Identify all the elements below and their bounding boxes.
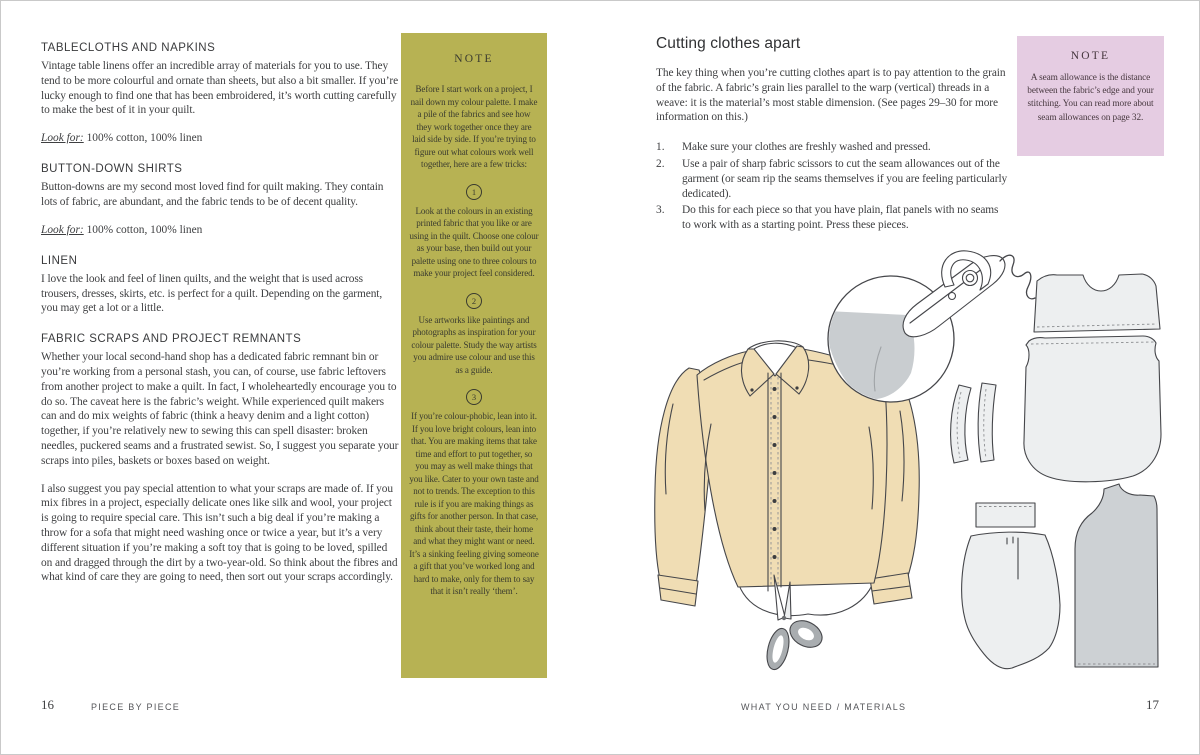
- look-for-label: Look for:: [41, 223, 84, 236]
- step-item: [656, 203, 1008, 233]
- look-for-value: 100% cotton, 100% linen: [86, 132, 203, 145]
- left-page-number: 16: [41, 697, 54, 712]
- step-number: 3.: [656, 204, 665, 217]
- sleeve-panel: [962, 532, 1060, 669]
- right-running-head: WHAT YOU NEED / MATERIALS: [741, 702, 907, 712]
- section-paragraph: Whether your local second-hand shop has a dedicated fabric remnant bin or you’re working from a personal stash, you can, of course, use fabric leftovers from another project to make a quilt. In fact, I wholeheartedly encourage you to do so. The caveat here is the fabric’s weight. While experienced quilt makers can and do mix weights of fabric (think a heavy denim and a light cotton) together, if you’re relatively new to sewing this can spell disaster: broken needles, puckered seams and a frustrated sewist. So, I suggest you separate your scraps into piles, baskets or boxes based on weight.: [41, 351, 399, 467]
- note-intro: Before I start work on a project, I nail down my colour palette. I make a pile of the fabrics and see how they work together once they are laid side by side. If you’re trying to figure out what colours work well together, here are a few tricks:: [410, 84, 538, 169]
- look-for-value: 100% cotton, 100% linen: [86, 223, 203, 236]
- note-tip: If you’re colour-phobic, lean into it. If you love bright colours, lean into that. You are making items that take time and effort to put together, so you may as well make things that you like. Cater to your own taste and not to trends. The exception to this rule is if you are making things as gifts for another person. In that case, think about their taste, their home and what they might want or need. It’s a sinking feeling giving someone a gift that you’ve worked long and hard to make, only for them to say that it isn’t really ‘them’.: [409, 411, 539, 596]
- page-title: Cutting clothes apart: [656, 35, 801, 52]
- left-running-head: PIECE BY PIECE: [91, 702, 181, 712]
- step-text: Make sure your clothes are freshly washed and pressed.: [682, 141, 931, 154]
- section-heading-button-downs: BUTTON-DOWN SHIRTS: [41, 163, 183, 176]
- look-for-line: [41, 131, 399, 146]
- step-number: 1.: [656, 141, 665, 154]
- look-for-line: [41, 223, 399, 238]
- note-body: A seam allowance is the distance between the fabric’s edge and your stitching. You can read more about seam allowances on page 32.: [1027, 73, 1154, 123]
- right-page-number: 17: [1146, 697, 1159, 712]
- step-item: [656, 140, 1008, 155]
- numbered-steps: [656, 140, 1008, 233]
- tip-number-circle: 1: [466, 184, 482, 200]
- tip-number-circle: 2: [466, 293, 482, 309]
- note-tip: Use artworks like paintings and photographs as inspiration for your colour palette. Study the way artists you admire use colour and use this as a guide.: [411, 314, 537, 375]
- note-tip: Look at the colours in an existing printed fabric that you like or are using in the quilt. Choose one colour as your base, then build out your palette using one to three colours to make your project feel considered.: [409, 205, 539, 278]
- step-item: [656, 157, 1008, 201]
- section-heading-linen: LINEN: [41, 254, 78, 267]
- step-number: 2.: [656, 157, 665, 170]
- cutting-clothes-illustration: [651, 249, 1176, 691]
- front-panel: [1075, 484, 1158, 667]
- left-page-column: [41, 41, 399, 598]
- right-page-column: [656, 35, 1008, 235]
- section-heading-fabric-scraps: FABRIC SCRAPS AND PROJECT REMNANTS: [41, 333, 302, 346]
- iron-detail-magnifier: [827, 251, 1035, 402]
- seam-allowance-note-box: [1017, 36, 1164, 156]
- step-text: Use a pair of sharp fabric scissors to cut the seam allowances out of the garment (or seam rip the seams themselves if you are feeling particularly dedicated).: [682, 157, 1008, 200]
- back-panel: [1024, 336, 1161, 482]
- yoke-panel: [1034, 274, 1160, 332]
- colour-palette-note-box: [401, 33, 547, 678]
- section-paragraph: I also suggest you pay special attention to what your scraps are made of. If you mix fibres in a project, especially delicate ones like silk and wool, your project is going to require special care. This isn’t such a big deal if you’re making a throw for a sofa that might need washing once or twice a year, but it’s a very different situation if you’re making a soft toy that is going to be loved, spilled on and dragged through the dirt by a two-year-old. So think about the fibres and what kind of care they are going to need, then sort out your scraps accordingly.: [41, 482, 398, 584]
- note-title: NOTE: [454, 53, 494, 65]
- section-paragraph: Vintage table linens offer an incredible array of materials for you to use. They tend to be more colourful and ornate than sheets, but also a bit smaller. If you’re lucky enough to find one that has been embroidered, it’s worth cutting carefully to make the best of it in your quilt.: [41, 60, 399, 117]
- intro-paragraph: The key thing when you’re cutting clothes apart is to pay attention to the grain of the fabric. A fabric’s grain lies parallel to the warp (vertical) threads in a weave: it is the material’s most stable dimension. (See pages 29–30 for more information on this.): [656, 67, 1006, 124]
- cuff-panel: [976, 503, 1035, 527]
- step-text: Do this for each piece so that you have plain, flat panels with no seams to work with as a starting point. Press these pieces.: [682, 204, 999, 232]
- tip-number-circle: 3: [466, 389, 482, 405]
- cut-garment-panels: [951, 274, 1161, 669]
- look-for-label: Look for:: [41, 132, 84, 145]
- section-paragraph: I love the look and feel of linen quilts, and the weight that is used across trousers, dresses, skirts, etc. is perfect for a quilt. Depending on the garment, you may get a lot or a little.: [41, 272, 383, 315]
- section-paragraph: Button-downs are my second most loved find for quilt making. They contain lots of fabric, are abundant, and the fabric tends to be of decent quality.: [41, 181, 384, 208]
- note-title: NOTE: [1070, 50, 1111, 62]
- collar-pieces: [951, 383, 996, 463]
- section-heading-tablecloths: TABLECLOTHS AND NAPKINS: [41, 42, 216, 54]
